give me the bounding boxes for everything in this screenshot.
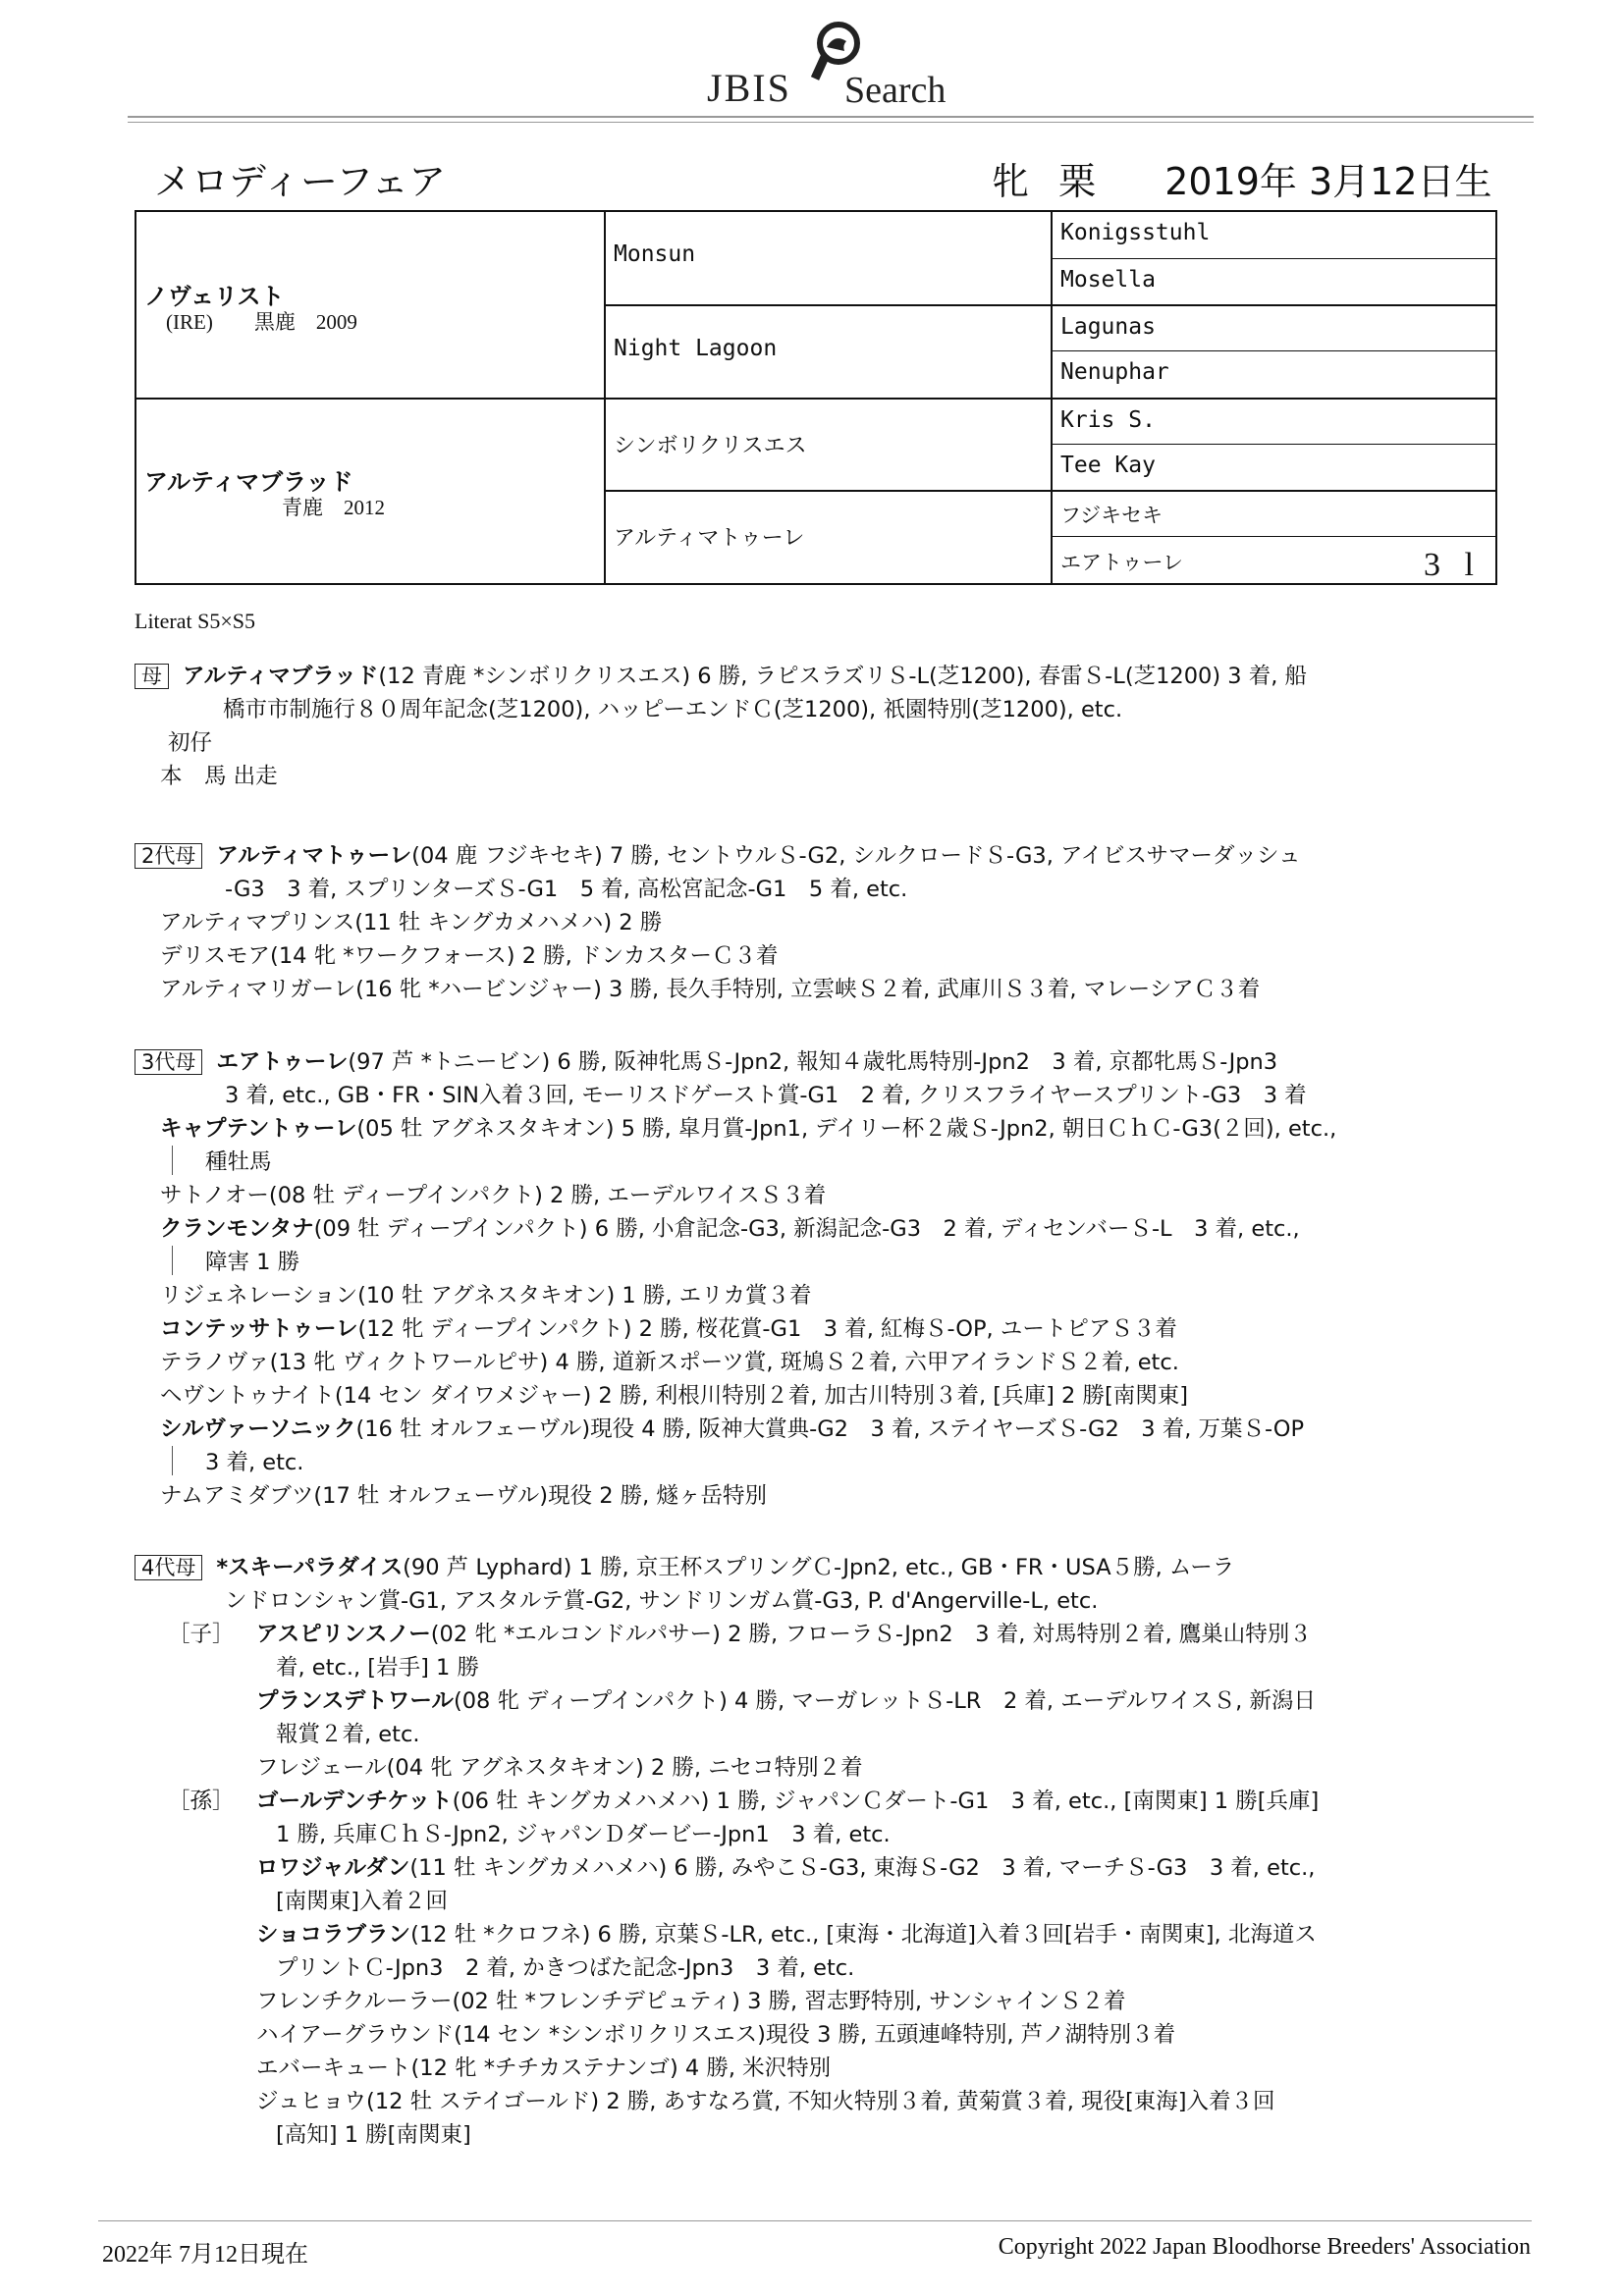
record-name: アルティマトゥーレ <box>216 843 412 869</box>
pedigree-gen3-cell <box>1053 398 1495 444</box>
pedigree-gen3-cell <box>1053 258 1495 304</box>
dam-name: アルティマブラッド <box>144 468 353 496</box>
record-line: プリントＣ-Jpn3 2 着, かきつばた記念-Jpn3 3 着, etc. <box>276 1955 855 1981</box>
pedigree-gen3-cell <box>1053 212 1495 258</box>
section-tag: 母 <box>135 664 169 689</box>
record-line: ンドロンシャン賞-G1, アスタルテ賞-G2, サンドリンガム賞-G3, P. d'Angerville-L, etc. <box>225 1588 1099 1614</box>
pedigree-gen3-cell <box>1053 536 1495 583</box>
pedigree-gen3-name: Mosella <box>1060 267 1156 293</box>
jbis-search-logo <box>707 18 962 111</box>
record-name: ショコラブラン <box>256 1922 411 1948</box>
pedigree-gen2-name: Night Lagoon <box>614 336 778 361</box>
pedigree-sire-cell <box>136 212 606 398</box>
section-tag: 3代母 <box>135 1049 202 1075</box>
logo-text-search: Search <box>844 70 947 111</box>
pedigree-gen3-name: Nenuphar <box>1060 359 1169 385</box>
record-text: (97 芦 *トニービン) 6 勝, 阪神牝馬Ｓ-Jpn2, 報知４歳牝馬特別-Jpn2 3 着, 京都牝馬Ｓ-Jpn3 <box>348 1049 1278 1075</box>
record-name: プランスデトワール <box>256 1688 454 1714</box>
horse-meta <box>992 151 1510 205</box>
record-text: (09 牡 ディープインパクト) 6 勝, 小倉記念-G3, 新潟記念-G3 2 着, ディセンバーＳ-L 3 着, etc., <box>313 1216 1300 1242</box>
footer-date: 2022年 7月12日現在 <box>102 2242 308 2268</box>
logo-text-jbis: JBIS <box>707 66 791 110</box>
descendant-label: ［孫］ <box>168 1789 235 1814</box>
record-line: 1 勝, 兵庫ＣｈＳ-Jpn2, ジャパンＤダービー-Jpn1 3 着, etc. <box>276 1822 891 1847</box>
pedigree-gen3-cell <box>1053 444 1495 490</box>
sire-name: ノヴェリスト <box>144 283 285 310</box>
pedigree-gen3-name: Kris S. <box>1060 407 1156 433</box>
dam-record-name: アルティマブラッド <box>183 664 379 689</box>
dam-record-line: 本 馬 出走 <box>160 764 278 789</box>
pedigree-gen3-cell <box>1053 490 1495 536</box>
record-line: サトノオー(08 牡 ディープインパクト) 2 勝, エーデルワイスＳ３着 <box>160 1183 827 1208</box>
horse-sex: 牝 <box>992 160 1030 203</box>
record-text: (12 牝 ディープインパクト) 2 勝, 桜花賞-G1 3 着, 紅梅Ｓ-OP, ユートピアＳ３着 <box>357 1316 1177 1342</box>
pedigree-gen2-cell <box>606 490 1053 583</box>
dam-record-line: 初仔 <box>168 730 213 756</box>
record-text: (90 芦 Lyphard) 1 勝, 京王杯スプリングＣ-Jpn2, etc., GB・FR・USA５勝, ムーラ <box>403 1555 1235 1580</box>
pedigree-gen3-name: エアトゥーレ <box>1060 551 1184 574</box>
record-line: フレンチクルーラー(02 牡 *フレンチデピュティ) 3 勝, 習志野特別, サンシャインＳ２着 <box>256 1989 1126 2014</box>
record-text: (11 牡 キングカメハメハ) 6 勝, みやこＳ-G3, 東海Ｓ-G2 3 着, マーチＳ-G3 3 着, etc., <box>409 1855 1316 1881</box>
record-line: アルティマリガーレ(16 牝 *ハービンジャー) 3 勝, 長久手特別, 立雲峡Ｓ２着, 武庫川Ｓ３着, マレーシアＣ３着 <box>160 977 1261 1002</box>
horse-birthdate: 2019年 3月12日生 <box>1164 160 1492 203</box>
header-rule <box>128 116 1534 118</box>
family-number: 3 l <box>1424 547 1482 583</box>
record-name: クランモンタナ <box>160 1216 314 1242</box>
record-text: (06 牡 キングカメハメハ) 1 勝, ジャパンＣダート-G1 3 着, etc., [南関東] 1 勝[兵庫] <box>452 1789 1320 1814</box>
pedigree-gen3-name: Lagunas <box>1060 314 1156 340</box>
continuation-bar <box>172 1146 173 1175</box>
record-line: [南関東]入着２回 <box>276 1889 449 1914</box>
record-line: デリスモア(14 牝 *ワークフォース) 2 勝, ドンカスターＣ３着 <box>160 943 779 969</box>
horse-color: 栗 <box>1058 160 1097 203</box>
continuation-bar <box>172 1246 173 1275</box>
record-line: 3 着, etc., GB・FR・SIN入着３回, モーリスドゲースト賞-G1 2 着, クリスフライヤースプリント-G3 3 着 <box>225 1083 1307 1108</box>
record-text: (08 牝 ディープインパクト) 4 勝, マーガレットＳ-LR 2 着, エーデルワイスＳ, 新潟日 <box>453 1688 1316 1714</box>
record-line: 報賞２着, etc. <box>276 1722 420 1747</box>
record-line: テラノヴァ(13 牝 ヴィクトワールピサ) 4 勝, 道新スポーツ賞, 斑鳩Ｓ２着, 六甲アイランドＳ２着, etc. <box>160 1350 1179 1375</box>
record-line: 種牡馬 <box>205 1149 272 1175</box>
pedigree-table <box>135 210 1497 585</box>
record-line: リジェネレーション(10 牡 アグネスタキオン) 1 勝, エリカ賞３着 <box>160 1283 812 1308</box>
dam-record-line: 橋市市制施行８０周年記念(芝1200), ハッピーエンドＣ(芝1200), 祇園特別(芝1200), etc. <box>223 697 1123 722</box>
record-name: アスピリンスノー <box>256 1622 431 1647</box>
record-line: ヘヴントゥナイト(14 セン ダイワメジャー) 2 勝, 利根川特別２着, 加古川特別３着, [兵庫] 2 勝[南関東] <box>160 1383 1189 1409</box>
pedigree-gen2-name: シンボリクリスエス <box>614 434 807 458</box>
pedigree-gen2-name: Monsun <box>614 241 696 267</box>
dam-record-text: (12 青鹿 *シンボリクリスエス) 6 勝, ラピスラズリＳ-L(芝1200), 春雷Ｓ-L(芝1200) 3 着, 船 <box>378 664 1308 689</box>
pedigree-gen2-cell <box>606 304 1053 398</box>
continuation-bar <box>172 1446 173 1475</box>
record-line: 障害 1 勝 <box>205 1250 300 1275</box>
pedigree-gen3-cell <box>1053 350 1495 398</box>
record-text: (16 牡 オルフェーヴル)現役 4 勝, 阪神大賞典-G2 3 着, ステイヤーズＳ-G2 3 着, 万葉Ｓ-OP <box>355 1416 1305 1442</box>
pedigree-gen3-name: フジキセキ <box>1060 504 1163 527</box>
record-name: エアトゥーレ <box>216 1049 349 1075</box>
record-text: (02 牝 *エルコンドルパサー) 2 勝, フローラＳ-Jpn2 3 着, 対馬特別２着, 鷹巣山特別３ <box>430 1622 1312 1647</box>
record-line: 3 着, etc. <box>205 1450 304 1475</box>
footer-rule <box>98 2220 1532 2221</box>
section-tag: 4代母 <box>135 1555 202 1580</box>
record-line: ジュヒョウ(12 牡 ステイゴールド) 2 勝, あすなろ賞, 不知火特別３着, 黄菊賞３着, 現役[東海]入着３回 <box>256 2089 1275 2114</box>
pedigree-gen3-name: Tee Kay <box>1060 453 1156 478</box>
record-text: (05 牡 アグネスタキオン) 5 勝, 皐月賞-Jpn1, デイリー杯２歳Ｓ-Jpn2, 朝日ＣｈＣ-G3(２回), etc., <box>356 1116 1337 1142</box>
record-name: *スキーパラダイス <box>216 1555 404 1580</box>
section-tag: 2代母 <box>135 843 202 869</box>
record-name: コンテッサトゥーレ <box>160 1316 358 1342</box>
record-line: -G3 3 着, スプリンターズＳ-G1 5 着, 高松宮記念-G1 5 着, etc. <box>225 877 908 902</box>
record-name: ロワジャルダン <box>256 1855 410 1881</box>
record-name: キャプテントゥーレ <box>160 1116 357 1142</box>
record-name: シルヴァーソニック <box>160 1416 356 1442</box>
inbreeding-note: Literat S5×S5 <box>135 609 256 633</box>
descendant-label: ［子］ <box>168 1622 235 1647</box>
pedigree-gen2-cell <box>606 398 1053 490</box>
horse-name: メロディーフェア <box>154 160 447 203</box>
pedigree-gen3-cell <box>1053 304 1495 350</box>
pedigree-gen2-name: アルティマトゥーレ <box>614 526 805 551</box>
record-line: アルティマプリンス(11 牡 キングカメハメハ) 2 勝 <box>160 910 663 935</box>
footer-copyright: Copyright 2022 Japan Bloodhorse Breeders' Association <box>998 2234 1531 2260</box>
record-line: ナムアミダブツ(17 牡 オルフェーヴル)現役 2 勝, 燧ヶ岳特別 <box>160 1483 767 1509</box>
record-line: 着, etc., [岩手] 1 勝 <box>276 1655 479 1681</box>
dam-info: 青鹿 2012 <box>282 496 385 519</box>
header-rule-thin <box>128 122 1534 123</box>
record-line: [高知] 1 勝[南関東] <box>276 2122 471 2148</box>
record-line: ハイアーグラウンド(14 セン *シンボリクリスエス)現役 3 勝, 五頭連峰特別, 芦ノ湖特別３着 <box>256 2022 1176 2048</box>
pedigree-gen3-name: Konigsstuhl <box>1060 220 1211 245</box>
pedigree-gen2-cell <box>606 212 1053 304</box>
record-text: (12 牡 *クロフネ) 6 勝, 京葉Ｓ-LR, etc., [東海・北海道]入着３回[岩手・南関東], 北海道ス <box>410 1922 1317 1948</box>
record-line: エバーキュート(12 牝 *チチカステナンゴ) 4 勝, 米沢特別 <box>256 2056 832 2081</box>
pedigree-dam-cell <box>136 398 606 583</box>
record-text: (04 鹿 フジキセキ) 7 勝, セントウルＳ-G2, シルクロードＳ-G3, アイビスサマーダッシュ <box>411 843 1301 869</box>
record-line: フレジェール(04 牝 アグネスタキオン) 2 勝, ニセコ特別２着 <box>256 1755 863 1781</box>
record-name: ゴールデンチケット <box>256 1789 453 1814</box>
sire-info: (IRE) 黒鹿 2009 <box>166 310 357 334</box>
